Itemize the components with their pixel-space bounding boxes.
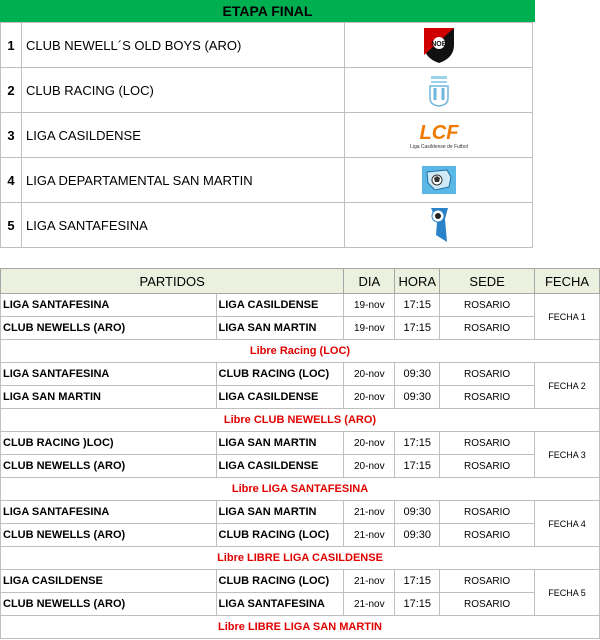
- match-time: 09:30: [395, 524, 440, 547]
- san-martin-map-icon: [421, 165, 457, 195]
- page-title: ETAPA FINAL: [0, 0, 535, 22]
- match-venue: ROSARIO: [440, 455, 535, 478]
- club-row: [1, 23, 533, 68]
- away-team: LIGA SAN MARTIN: [216, 501, 344, 524]
- away-team: CLUB RACING (LOC): [216, 570, 344, 593]
- club-name: LIGA SANTAFESINA: [22, 203, 345, 248]
- sede-header: SEDE: [440, 269, 535, 294]
- away-team: LIGA SAN MARTIN: [216, 432, 344, 455]
- santafesina-map-icon: [427, 205, 451, 245]
- match-time: 17:15: [395, 593, 440, 616]
- partidos-header: PARTIDOS: [1, 269, 344, 294]
- schedule-header-row: [1, 269, 600, 294]
- fecha-label: FECHA 5: [535, 570, 600, 616]
- match-row: [1, 432, 600, 455]
- fecha-label: FECHA 2: [535, 363, 600, 409]
- match-row: [1, 570, 600, 593]
- libre-row: [1, 409, 600, 432]
- match-row: [1, 363, 600, 386]
- match-time: 17:15: [395, 294, 440, 317]
- libre-row: [1, 340, 600, 363]
- libre-team: Libre LIBRE LIGA SAN MARTIN: [1, 616, 600, 639]
- match-row: [1, 524, 600, 547]
- match-time: 09:30: [395, 363, 440, 386]
- match-venue: ROSARIO: [440, 501, 535, 524]
- libre-row: [1, 478, 600, 501]
- home-team: LIGA SANTAFESINA: [1, 363, 217, 386]
- club-number: 3: [1, 113, 22, 158]
- fecha-label: FECHA 3: [535, 432, 600, 478]
- club-name: CLUB RACING (LOC): [22, 68, 345, 113]
- club-number: 5: [1, 203, 22, 248]
- etapa-final-section: [0, 0, 600, 262]
- match-row: [1, 386, 600, 409]
- match-day: 20-nov: [344, 386, 395, 409]
- fecha-label: FECHA 1: [535, 294, 600, 340]
- lcf-logo-text: LCF: [419, 122, 458, 144]
- schedule-table: [0, 268, 600, 639]
- dia-header: DIA: [344, 269, 395, 294]
- home-team: CLUB NEWELLS (ARO): [1, 455, 217, 478]
- away-team: CLUB RACING (LOC): [216, 524, 344, 547]
- home-team: CLUB RACING )LOC): [1, 432, 217, 455]
- club-number: 4: [1, 158, 22, 203]
- match-venue: ROSARIO: [440, 317, 535, 340]
- match-row: [1, 593, 600, 616]
- club-name: LIGA DEPARTAMENTAL SAN MARTIN: [22, 158, 345, 203]
- club-row: [1, 158, 533, 203]
- match-time: 17:15: [395, 432, 440, 455]
- clubs-table: [0, 22, 533, 248]
- club-number: 2: [1, 68, 22, 113]
- match-venue: ROSARIO: [440, 432, 535, 455]
- away-team: LIGA CASILDENSE: [216, 455, 344, 478]
- match-time: 17:15: [395, 455, 440, 478]
- libre-team: Libre LIGA SANTAFESINA: [1, 478, 600, 501]
- match-day: 19-nov: [344, 317, 395, 340]
- svg-text:NOB: NOB: [430, 41, 447, 48]
- match-time: 17:15: [395, 317, 440, 340]
- match-venue: ROSARIO: [440, 294, 535, 317]
- club-row: [1, 203, 533, 248]
- away-team: LIGA CASILDENSE: [216, 294, 344, 317]
- libre-row: [1, 616, 600, 639]
- match-day: 21-nov: [344, 570, 395, 593]
- match-venue: ROSARIO: [440, 524, 535, 547]
- club-row: [1, 68, 533, 113]
- match-venue: ROSARIO: [440, 593, 535, 616]
- home-team: CLUB NEWELLS (ARO): [1, 593, 217, 616]
- match-venue: ROSARIO: [440, 363, 535, 386]
- club-row: [1, 113, 533, 158]
- match-time: 17:15: [395, 570, 440, 593]
- away-team: LIGA SANTAFESINA: [216, 593, 344, 616]
- hora-header: HORA: [395, 269, 440, 294]
- match-row: [1, 294, 600, 317]
- match-day: 19-nov: [344, 294, 395, 317]
- away-team: LIGA SAN MARTIN: [216, 317, 344, 340]
- match-day: 20-nov: [344, 363, 395, 386]
- match-row: [1, 455, 600, 478]
- club-name: LIGA CASILDENSE: [22, 113, 345, 158]
- racing-crest-icon: [425, 72, 453, 108]
- fecha-label: FECHA 4: [535, 501, 600, 547]
- home-team: LIGA SANTAFESINA: [1, 294, 217, 317]
- match-time: 09:30: [395, 386, 440, 409]
- match-row: [1, 317, 600, 340]
- libre-team: Libre CLUB NEWELLS (ARO): [1, 409, 600, 432]
- home-team: LIGA CASILDENSE: [1, 570, 217, 593]
- home-team: LIGA SAN MARTIN: [1, 386, 217, 409]
- match-day: 20-nov: [344, 455, 395, 478]
- libre-row: [1, 547, 600, 570]
- home-team: CLUB NEWELLS (ARO): [1, 317, 217, 340]
- away-team: LIGA CASILDENSE: [216, 386, 344, 409]
- match-venue: ROSARIO: [440, 570, 535, 593]
- fecha-header: FECHA: [535, 269, 600, 294]
- match-row: [1, 501, 600, 524]
- home-team: LIGA SANTAFESINA: [1, 501, 217, 524]
- libre-team: Libre LIBRE LIGA CASILDENSE: [1, 547, 600, 570]
- match-day: 20-nov: [344, 432, 395, 455]
- newells-crest-icon: [421, 25, 457, 65]
- club-number: 1: [1, 23, 22, 68]
- club-name: CLUB NEWELL´S OLD BOYS (ARO): [22, 23, 345, 68]
- libre-team: Libre Racing (LOC): [1, 340, 600, 363]
- match-venue: ROSARIO: [440, 386, 535, 409]
- match-time: 09:30: [395, 501, 440, 524]
- lcf-logo-subtitle: Liga Casildense de Futbol: [409, 144, 468, 150]
- home-team: CLUB NEWELLS (ARO): [1, 524, 217, 547]
- away-team: CLUB RACING (LOC): [216, 363, 344, 386]
- lcf-logo-icon: [402, 119, 476, 151]
- match-day: 21-nov: [344, 524, 395, 547]
- match-day: 21-nov: [344, 501, 395, 524]
- match-day: 21-nov: [344, 593, 395, 616]
